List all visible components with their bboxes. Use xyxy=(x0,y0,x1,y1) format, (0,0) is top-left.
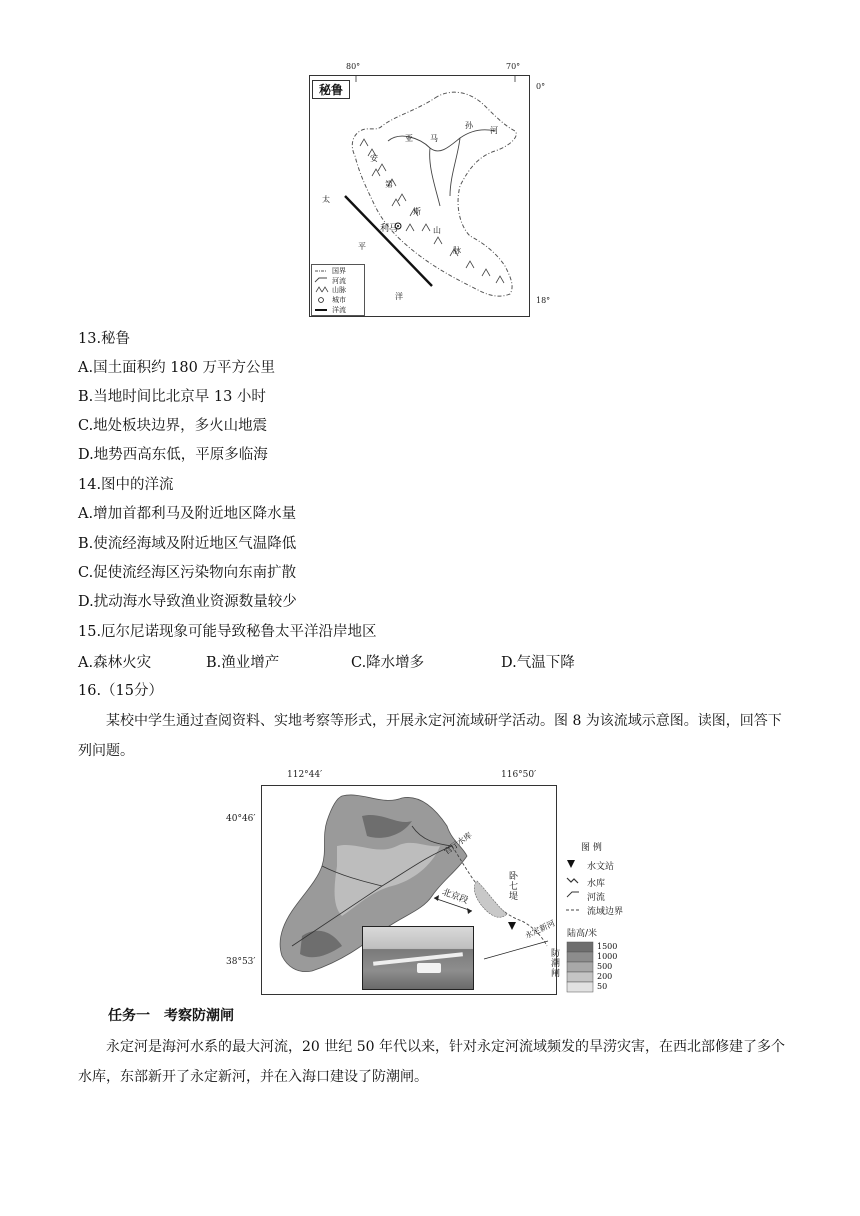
q13-option-a: A.国土面积约 180 万平方公里 xyxy=(78,360,275,376)
elev-50: 50 xyxy=(597,982,608,991)
andes-label-3: 斯 xyxy=(413,207,421,216)
task1-text: 永定河是海河水系的最大河流，20 世纪 50 年代以来，针对永定河流域频发的旱涝灾害，在西北部修建了多个水库，东部新开了永定新河，并在入海口建设了防潮闸。 xyxy=(78,1039,785,1085)
pacific-label-1: 太 xyxy=(322,195,330,204)
legend-current-label: 洋流 xyxy=(332,306,346,314)
legend-mountain-label: 山脉 xyxy=(332,286,346,294)
elev-500: 500 xyxy=(597,962,613,971)
lat-tick-18: 18° xyxy=(536,296,551,305)
q14-option-d: D.扰动海水导致渔业资源数量较少 xyxy=(78,594,297,610)
basin-lon-tick-1: 112°44′ xyxy=(287,770,323,780)
basin-lat-tick-1: 40°46′ xyxy=(226,814,256,824)
peru-map-title: 秘鲁 xyxy=(312,80,350,99)
basin-map xyxy=(261,785,557,995)
basin-legend xyxy=(563,840,643,1000)
q13-option-d: D.地势西高东低，平原多临海 xyxy=(78,447,268,463)
q14-option-c: C.促使流经海区污染物向东南扩散 xyxy=(78,565,297,581)
lon-tick-70: 70° xyxy=(506,62,521,71)
legend-reservoir-label: 水库 xyxy=(587,879,606,889)
q15-option-a: A.森林火灾 xyxy=(78,655,152,671)
q13-stem: 13.秘鲁 xyxy=(78,331,131,347)
q15-option-b: B.渔业增产 xyxy=(206,655,280,671)
andes-label-2: 第 xyxy=(385,180,393,189)
q14-option-a: A.增加首都利马及附近地区降水量 xyxy=(78,506,297,522)
q14-stem: 14.图中的洋流 xyxy=(78,477,174,493)
tide-gate-photo xyxy=(362,926,474,990)
q16-intro: 某校中学生通过查阅资料、实地考察等形式，开展永定河流域研学活动。图 8 为该流域示意图。读图，回答下列问题。 xyxy=(78,713,782,759)
amazon-label-2: 马 xyxy=(430,134,438,143)
pacific-label-2: 平 xyxy=(358,242,366,251)
legend-station-label: 水文站 xyxy=(587,862,615,872)
basin-lon-tick-2: 116°50′ xyxy=(501,770,537,780)
legend-city-label: 城市 xyxy=(332,296,346,304)
q16-stem: 16.（15分） xyxy=(78,683,164,699)
q13-option-c: C.地处板块边界，多火山地震 xyxy=(78,418,268,434)
q13-option-b: B.当地时间比北京早 13 小时 xyxy=(78,389,266,405)
task1-title: 任务一 考察防潮闸 xyxy=(108,1008,234,1024)
new-river-label: 永定新河 xyxy=(523,918,557,941)
basin-lat-tick-2: 38°53′ xyxy=(226,957,256,967)
amazon-label-4: 河 xyxy=(490,126,498,135)
q15-stem: 15.厄尔尼诺现象可能导致秘鲁太平洋沿岸地区 xyxy=(78,624,377,640)
amazon-label-3: 孙 xyxy=(465,121,473,130)
basin-legend-title: 图 例 xyxy=(581,843,602,853)
legend-border-label: 国界 xyxy=(332,267,346,275)
legend-boundary-label: 流域边界 xyxy=(587,907,624,917)
legend-river-label-2: 河流 xyxy=(587,893,606,903)
andes-label-5: 脉 xyxy=(453,246,461,255)
lima-label: 利马 xyxy=(380,224,399,234)
dike-label: 卧七堤 xyxy=(507,871,517,901)
andes-mountains xyxy=(360,139,504,283)
hydro-station xyxy=(508,922,516,930)
lat-tick-0: 0° xyxy=(536,82,546,91)
peru-map xyxy=(309,75,530,317)
andes-label-1: 安 xyxy=(370,154,378,163)
q14-option-b: B.使流经海域及附近地区气温降低 xyxy=(78,536,297,552)
amazon-label-1: 亚 xyxy=(405,134,413,143)
lon-tick-80: 80° xyxy=(346,62,361,71)
jingduan-label: 北京段 xyxy=(440,887,470,907)
peru-legend xyxy=(311,264,365,316)
tide-gate-label: 防潮闸 xyxy=(549,948,559,978)
peru-border xyxy=(352,92,516,296)
elev-200: 200 xyxy=(597,972,613,981)
elev-title: 陆高/米 xyxy=(567,929,598,939)
elev-1000: 1000 xyxy=(597,952,618,961)
pacific-label-3: 洋 xyxy=(395,292,403,301)
reservoir-label: 官厅水库 xyxy=(442,830,474,857)
q15-option-d: D.气温下降 xyxy=(501,655,575,671)
q15-option-c: C.降水增多 xyxy=(351,655,425,671)
legend-river-label: 河流 xyxy=(332,277,346,285)
andes-label-4: 山 xyxy=(433,226,441,235)
elev-1500: 1500 xyxy=(597,942,618,951)
